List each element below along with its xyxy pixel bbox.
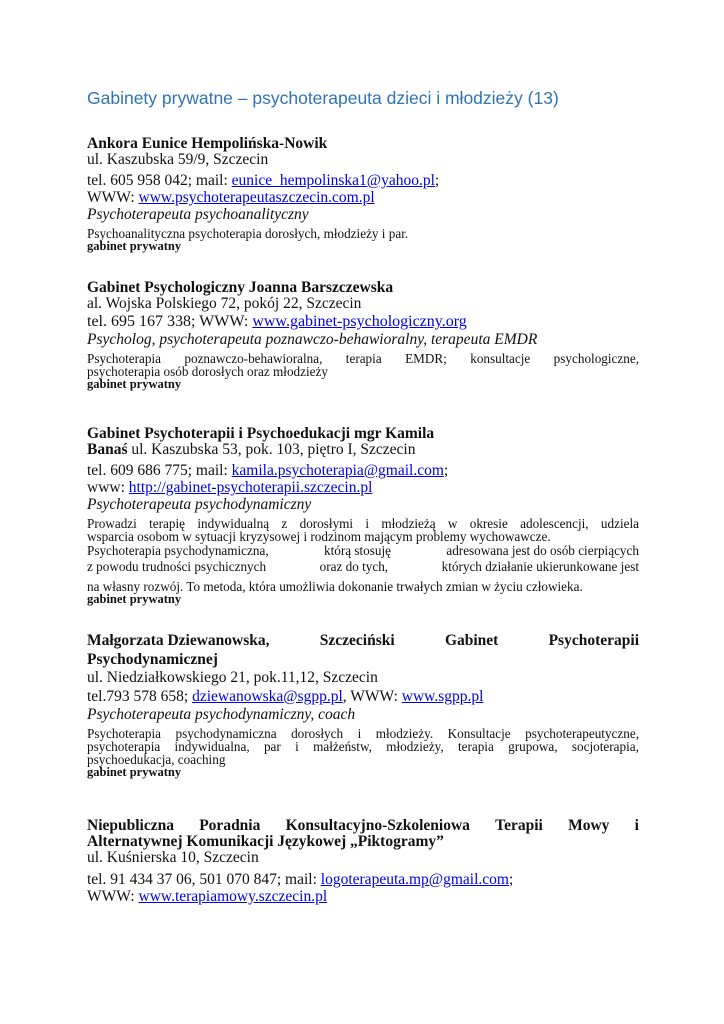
entry-name-cont: Alternatywnej Komunikacji Językowej „Piktogramy” <box>87 833 444 850</box>
entry-name-cont: Psychodynamicznej <box>87 651 218 668</box>
entry-contact: tel. 91 434 37 06, 501 070 847; mail: logoterapeuta.mp@gmail.com; <box>87 871 514 888</box>
entry-hempolinska <box>87 136 639 253</box>
website-link[interactable]: www.terapiamowy.szczecin.pl <box>138 888 328 905</box>
entry-www: WWW: www.terapiamowy.szczecin.pl <box>87 888 328 905</box>
entry-name: Niepubliczna Poradnia Konsultacyjno-Szkoleniowa Terapii Mowy i <box>87 817 639 834</box>
entry-tag: gabinet prywatny <box>87 239 182 253</box>
entry-description-line: z powodu trudności psychicznych oraz do tych, których działanie ukierunkowane jest <box>87 559 639 574</box>
entry-role: Psychoterapeuta psychoanalityczny <box>87 206 309 223</box>
entry-contact: tel. 695 167 338; WWW: www.gabinet-psychologiczny.org <box>87 313 467 330</box>
entry-address: ul. Kaszubska 59/9, Szczecin <box>87 151 269 168</box>
entry-name: Gabinet Psychoterapii i Psychoedukacji mgr Kamila <box>87 425 435 442</box>
entry-piktogramy <box>87 818 639 905</box>
website-link[interactable]: www.sgpp.pl <box>401 688 484 705</box>
email-link[interactable]: eunice_hempolinska1@yahoo.pl <box>231 172 435 189</box>
entry-banas <box>87 426 639 606</box>
entry-role: Psycholog, psychoterapeuta poznawczo-behawioralny, terapeuta EMDR <box>87 331 538 348</box>
entry-address: al. Wojska Polskiego 72, pokój 22, Szczecin <box>87 295 362 312</box>
entry-address: Banaś ul. Kaszubska 53, pok. 103, piętro I, Szczecin <box>87 441 416 458</box>
email-link[interactable]: logoterapeuta.mp@gmail.com <box>320 871 509 888</box>
email-link[interactable]: kamila.psychoterapia@gmail.com <box>231 462 444 479</box>
entry-www: WWW: www.psychoterapeutaszczecin.com.pl <box>87 189 375 206</box>
entry-contact: tel.793 578 658; dziewanowska@sgpp.pl, WWW: www.sgpp.pl <box>87 688 484 705</box>
entry-description: wsparcia osobom w sytuacji kryzysowej i rodzinom mającym problemy wychowawcze. <box>87 529 551 544</box>
entry-description: psychoterapia osób dorosłych oraz młodzieży <box>87 364 328 379</box>
email-link[interactable]: dziewanowska@sgpp.pl <box>192 688 343 705</box>
entry-tag: gabinet prywatny <box>87 765 182 779</box>
entry-role: Psychoterapeuta psychodynamiczny <box>87 496 312 513</box>
website-link[interactable]: www.gabinet-psychologiczny.org <box>252 313 467 330</box>
entry-description: psychoedukacja, coaching <box>87 752 226 767</box>
entry-tag: gabinet prywatny <box>87 377 182 391</box>
entry-description: na własny rozwój. To metoda, która umożliwia dokonanie trwałych zmian w życiu człowieka. <box>87 579 583 594</box>
entry-description-line: Psychoterapia poznawczo-behawioralna, terapia EMDR; konsultacje psychologiczne, <box>87 351 639 366</box>
entry-description-line: Psychoterapia psychodynamiczna dorosłych i młodzieży. Konsultacje psychoterapeutyczne, <box>87 726 639 741</box>
entry-description-line: psychoterapia indywidualna, par i małżeństw, młodzieży, terapia grupowa, socjoterapia, <box>87 739 639 754</box>
entry-name: Małgorzata Dziewanowska, Szczeciński Gabinet Psychoterapii <box>87 632 639 649</box>
entry-description-line: Psychoterapia psychodynamiczna, którą stosuję adresowana jest do osób cierpiących <box>87 543 639 558</box>
website-link[interactable]: http://gabinet-psychoterapii.szczecin.pl <box>128 479 373 496</box>
section-heading: Gabinety prywatne – psychoterapeuta dzieci i młodzieży (13) <box>87 88 559 108</box>
entry-description-line: Prowadzi terapię indywidualną z dorosłymi i młodzieżą w okresie adolescencji, udziela <box>87 516 639 531</box>
entry-dziewanowska <box>87 631 639 779</box>
website-link[interactable]: www.psychoterapeutaszczecin.com.pl <box>138 189 375 206</box>
entry-description: Psychoanalityczna psychoterapia dorosłych, młodzieży i par. <box>87 226 409 241</box>
entry-tag: gabinet prywatny <box>87 592 182 606</box>
entry-barszczewska <box>87 280 639 391</box>
entry-contact: tel. 609 686 775; mail: kamila.psychoterapia@gmail.com; <box>87 462 449 479</box>
entry-name: Gabinet Psychologiczny Joanna Barszczewska <box>87 279 394 296</box>
entry-address: ul. Niedziałkowskiego 21, pok.11,12, Szczecin <box>87 669 378 686</box>
entry-address: ul. Kuśnierska 10, Szczecin <box>87 849 259 866</box>
entry-role: Psychoterapeuta psychodynamiczny, coach <box>87 706 356 723</box>
entry-contact: tel. 605 958 042; mail: eunice_hempolinska1@yahoo.pl; <box>87 172 440 189</box>
entry-www: www: http://gabinet-psychoterapii.szczecin.pl <box>87 479 373 496</box>
entry-name: Ankora Eunice Hempolińska-Nowik <box>87 135 328 152</box>
